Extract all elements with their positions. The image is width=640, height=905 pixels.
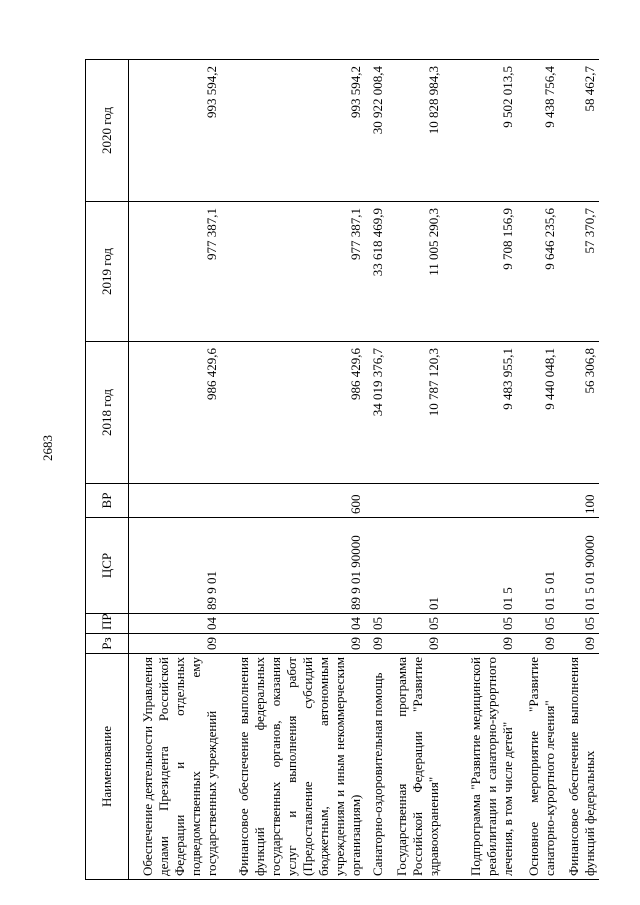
row-2020: 9 438 756,4 (517, 60, 559, 202)
row-pr: 04 (129, 614, 221, 634)
row-2020: 30 922 008,4 (365, 60, 387, 202)
row-name: Подпрограмма "Развитие медицинской реабилитации и санаторно-курортного лечения, в том числе детей" (443, 654, 517, 880)
header-name: Наименование (86, 654, 129, 880)
row-2019: 977 387,1 (221, 202, 365, 342)
row-csr (365, 518, 387, 614)
row-2018: 9 483 955,1 (443, 342, 517, 484)
row-csr: 01 (387, 518, 443, 614)
row-2019: 9 708 156,9 (443, 202, 517, 342)
row-rz: 09 (221, 634, 365, 654)
row-pr: 04 (221, 614, 365, 634)
row-name: Основное мероприятие "Развитие санаторно-курортного лечения" (517, 654, 559, 880)
table-row (129, 60, 221, 880)
row-csr: 01 5 (443, 518, 517, 614)
row-rz: 09 (443, 634, 517, 654)
row-pr: 05 (559, 614, 599, 634)
row-csr: 89 9 01 (129, 518, 221, 614)
header-vr: ВР (86, 484, 129, 518)
row-csr: 01 5 01 90000 (559, 518, 599, 614)
row-rz: 09 (559, 634, 599, 654)
header-2019: 2019 год (86, 202, 129, 342)
row-pr: 05 (387, 614, 443, 634)
header-pr: ПР (86, 614, 129, 634)
row-vr (443, 484, 517, 518)
row-2020: 993 594,2 (221, 60, 365, 202)
row-2018: 9 440 048,1 (517, 342, 559, 484)
row-vr: 600 (221, 484, 365, 518)
row-csr: 01 5 01 (517, 518, 559, 614)
table-row (517, 60, 559, 880)
row-rz: 09 (365, 634, 387, 654)
row-vr (387, 484, 443, 518)
row-2018: 986 429,6 (129, 342, 221, 484)
row-2019: 9 646 235,6 (517, 202, 559, 342)
row-csr: 89 9 01 90000 (221, 518, 365, 614)
table-header-row (86, 60, 129, 880)
row-2020: 10 828 984,3 (387, 60, 443, 202)
row-vr (517, 484, 559, 518)
budget-table (85, 59, 599, 880)
row-pr: 05 (517, 614, 559, 634)
row-2019: 11 005 290,3 (387, 202, 443, 342)
header-2020: 2020 год (86, 60, 129, 202)
table-row (387, 60, 443, 880)
row-2018: 56 306,8 (559, 342, 599, 484)
table-row (221, 60, 365, 880)
row-2020: 58 462,7 (559, 60, 599, 202)
row-2019: 977 387,1 (129, 202, 221, 342)
header-rz: Рз (86, 634, 129, 654)
row-2020: 993 594,2 (129, 60, 221, 202)
row-2018: 986 429,6 (221, 342, 365, 484)
row-pr: 05 (443, 614, 517, 634)
row-vr (365, 484, 387, 518)
table-row (443, 60, 517, 880)
row-2019: 57 370,7 (559, 202, 599, 342)
row-name: Обеспечение деятельности Управления делами Президента Российской Федерации и отдельных подведомственных ему государственных учреждений (129, 654, 221, 880)
row-name: Государственная программа Российской Федерации "Развитие здравоохранения" (387, 654, 443, 880)
row-rz: 09 (517, 634, 559, 654)
row-rz: 09 (387, 634, 443, 654)
row-rz: 09 (129, 634, 221, 654)
row-2018: 34 019 376,7 (365, 342, 387, 484)
header-csr: ЦСР (86, 518, 129, 614)
header-2018: 2018 год (86, 342, 129, 484)
row-2020: 9 502 013,5 (443, 60, 517, 202)
table-row (559, 60, 599, 880)
row-vr: 100 (559, 484, 599, 518)
page-number: 2683 (40, 435, 55, 461)
row-vr (129, 484, 221, 518)
row-2019: 33 618 469,9 (365, 202, 387, 342)
row-name: Финансовое обеспечение выполнения функций федеральных (559, 654, 599, 880)
row-name: Санаторно-оздоровительная помощь (365, 654, 387, 880)
row-pr: 05 (365, 614, 387, 634)
row-name: Финансовое обеспечение выполнения функций федеральных государственных органов, оказания услуг и выполнения работ (Предоставление субсидий бюджетным, автономным учреждениям и иным некоммерческим организациям) (221, 654, 365, 880)
row-2018: 10 787 120,3 (387, 342, 443, 484)
rotated-page-content (85, 60, 597, 880)
table-row (365, 60, 387, 880)
